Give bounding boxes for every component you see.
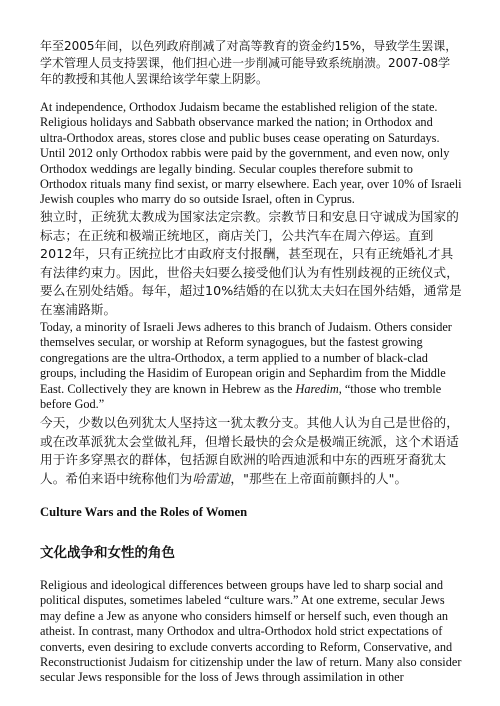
paragraph-en-today-end: , “those who tremble before God.” [40,381,442,412]
paragraph-zh-independence: 独立时，正统犹太教成为国家法定宗教。宗教节日和安息日守诚成为国家的标志；在正统和极端正统地区，商店关门，公共汽车在周六停运。直到2012年，只有正统拉比才由政府支付报酬，甚至现在，只有正统婚礼才具有法律约束力。因此，世俗夫妇要么接受他们认为有性别歧视的正统仪式，要么在别处结婚。每年，超过10%结婚的在以犹太夫妇在国外结婚，通常是在塞浦路斯。 [40,209,462,317]
paragraph-en-independence: At independence, Orthodox Judaism became the established religion of the state. Religious holidays and Sabbath observance marked the nation; in Orthodox and ultra-Orthodox areas, stores close and public buses cease operating on Saturdays. Until 2012 only Orthodox rabbis were paid by the government, and even now, only Orthodox weddings are legally binding. Secular couples therefore submit to Orthodox rituals many find sexist, or marry elsewhere. Each year, over 10% of Israeli Jewish couples who marry do so outside Israel, often in Cyprus. [40,100,462,207]
paragraph-zh-today-text: 今天，少数以色列犹太人坚持这一犹太教分支。其他人认为自己是世俗的，或在改革派犹太会堂做礼拜，但增长最快的会众是极端正统派，这个术语适用于许多穿黑衣的群体，包括源自欧洲的哈西迪派和中东的西班牙裔犹太人。希伯来语中统称他们为 [40,415,459,486]
paragraph-zh-intro: 年至2005年间，以色列政府削减了对高等教育的资金约15%，导致学生罢课，学术管理人员支持罢课，他们担心进一步削减可能导致系统崩溃。2007-08学年的教授和其他人罢课给该学年蒙上阴影。 [40,39,458,87]
haredim-term: Haredim [295,381,339,396]
haredim-term-zh: 哈雷迪 [192,470,231,486]
paragraph-en-culture-wars: Religious and ideological differences between groups have led to sharp social and political disputes, sometimes labeled “culture wars.” At one extreme, secular Jews may define a Jew as anyone who considers himself or herself such, even though an atheist. In contrast, many Orthodox and ultra-Orthodox hold strict expectations of converts, even desiring to exclude converts according to Reform, Conservative, and Reconstructionist Judaism for citizenship under the law of return. Many also consider secular Jews responsible for the loss of Jews through assimilation in other [40,578,462,685]
section-heading-en: Culture Wars and the Roles of Women [40,505,248,519]
paragraph-zh-today [40,414,462,488]
paragraph-en-today-text: Today, a minority of Israeli Jews adheres to this branch of Judaism. Others consider themselves secular, or worship at Reform synagogues, but the fastest growing congregations are the ultra-Orthodox, a term applied to a number of black-clad groups, including the Hasidim of European origin and Sephardim from the Middle East. Collectively they are known in Hebrew as the [40,320,452,396]
paragraph-en-today [40,320,462,412]
section-heading-zh: 文化战争和女性的角色 [40,545,175,561]
paragraph-zh-today-end: ，"那些在上帝面前颤抖的人"。 [230,470,408,486]
